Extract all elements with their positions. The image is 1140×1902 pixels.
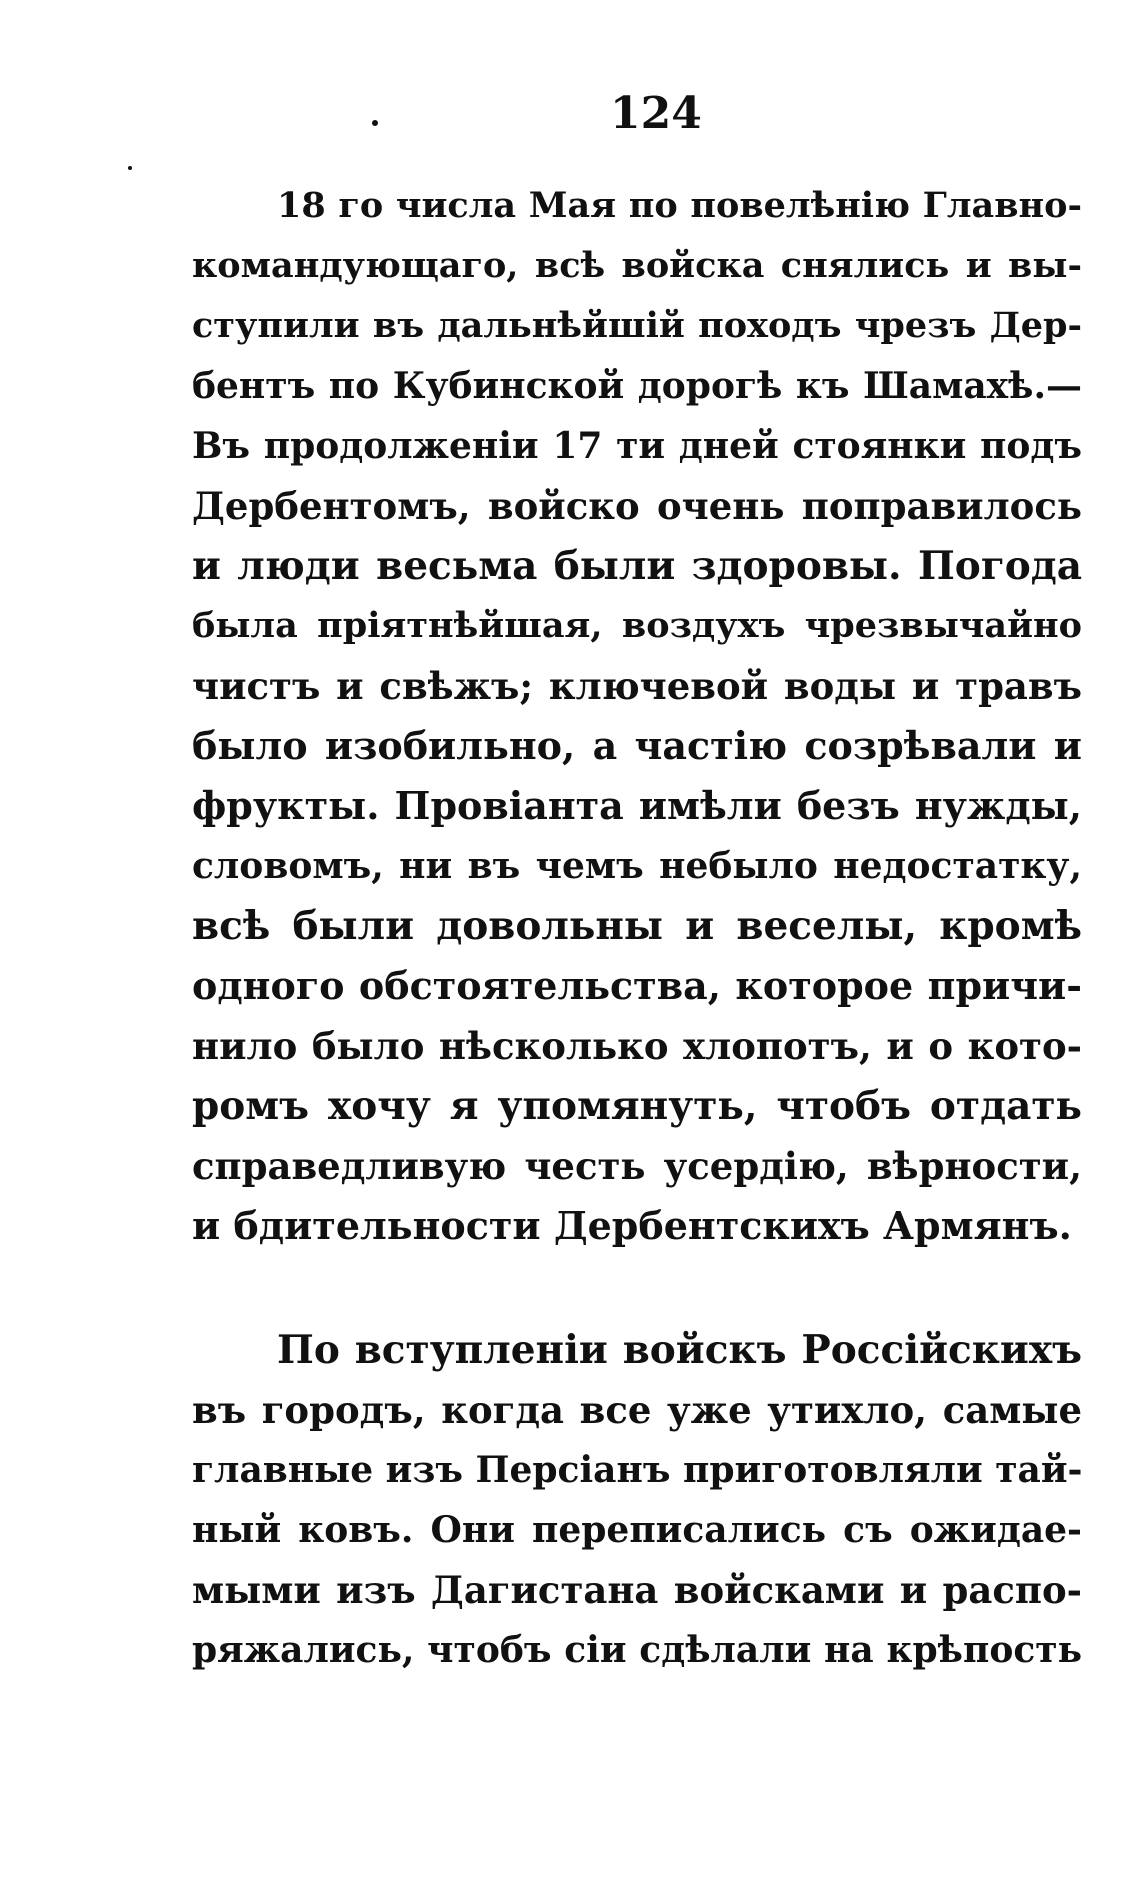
text-line: всѣ были довольны и веселы, кромѣ [192,903,1082,949]
text-line: нило было нѣсколько хлопотъ, и о кото- [192,1024,1082,1068]
text-line: ромъ хочу я упомянуть, чтобъ отдать [192,1083,1082,1129]
ink-speck [372,120,378,126]
text-line: командующаго, всѣ войска снялись и вы- [192,245,1082,286]
text-line: въ городъ, когда все уже утихло, самые [192,1388,1082,1432]
text-line: фрукты. Провіанта имѣли безъ нужды, [192,783,1082,828]
text-line: справедливую честь усердію, вѣрности, [192,1144,1082,1188]
text-line: бентъ по Кубинской дорогѣ къ Шамахѣ.— [192,365,1082,407]
text-line: была пріятнѣйшая, воздухъ чрезвычайно [192,605,1082,646]
text-line: Дербентомъ, войско очень поправилось [192,484,1082,528]
page-number: 124 [610,88,702,139]
text-line: ступили въ дальнѣйшій походъ чрезъ Дер- [192,305,1082,346]
text-line: По вступленіи войскъ Россійскихъ [277,1327,1082,1373]
text-line: одного обстоятельства, которое причи- [192,963,1082,1008]
text-line: словомъ, ни въ чемъ небыло недостатку, [192,845,1082,887]
ink-speck [128,166,132,170]
text-line: было изобильно, а частію созрѣвали и [192,723,1082,768]
text-line: и люди весьма были здоровы. Погода [192,543,1082,589]
paragraph-2 [192,1320,1082,1680]
text-line: мыми изъ Дагистана войсками и распо- [192,1568,1082,1612]
paragraph-1 [192,176,1082,1256]
text-line: главные изъ Персіанъ приготовляли тай- [192,1449,1083,1491]
text-line: чистъ и свѣжъ; ключевой воды и травъ [192,664,1082,708]
text-line: Въ продолженіи 17 ти дней стоянки подъ [192,425,1082,467]
text-line: ряжались, чтобъ сіи сдѣлали на крѣпость [192,1629,1082,1671]
text-line: и бдительности Дербентскихъ Армянъ. [192,1203,1072,1248]
text-line: ный ковъ. Они переписались съ ожидае- [192,1509,1082,1551]
text-line: 18 го числа Мая по повелѣнію Главно- [277,185,1082,226]
